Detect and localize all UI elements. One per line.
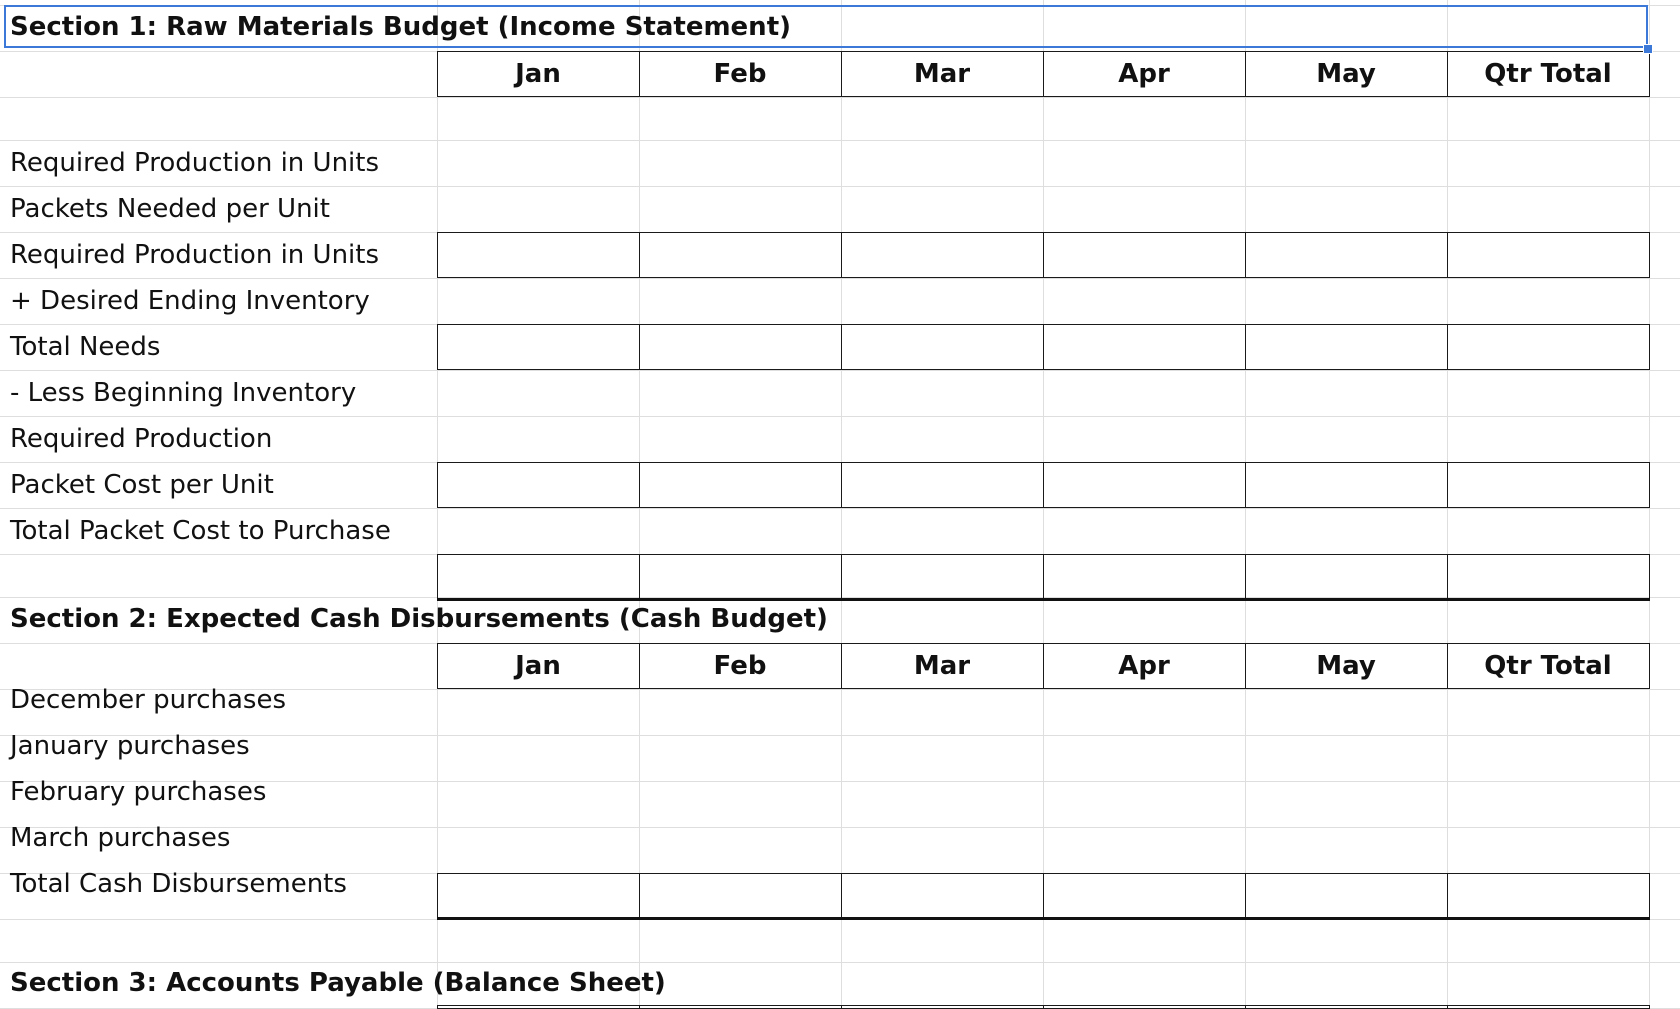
section1-row-cell[interactable] xyxy=(437,232,640,278)
section1-title[interactable]: Section 1: Raw Materials Budget (Income Statement) xyxy=(10,12,792,42)
horizontal-gridline xyxy=(0,186,1680,187)
section3-header-cell[interactable] xyxy=(1245,1005,1448,1009)
column-header-mar[interactable]: Mar xyxy=(913,651,971,681)
section1-row-cell[interactable] xyxy=(1245,232,1448,278)
column-header-may[interactable]: May xyxy=(1316,651,1376,681)
section2-total-cell[interactable] xyxy=(841,873,1044,919)
row-label[interactable]: Required Production in Units xyxy=(10,148,380,178)
column-header-mar[interactable]: Mar xyxy=(913,59,971,89)
section1-row-cell[interactable] xyxy=(1245,554,1448,600)
row-label[interactable]: + Desired Ending Inventory xyxy=(10,286,370,316)
row-label[interactable]: Packets Needed per Unit xyxy=(10,194,330,224)
section1-row-cell[interactable] xyxy=(841,462,1044,508)
row-label[interactable]: Total Needs xyxy=(10,332,161,362)
horizontal-gridline xyxy=(0,370,1680,371)
horizontal-gridline xyxy=(0,827,1680,828)
section1-row-cell[interactable] xyxy=(1245,324,1448,370)
section1-row-cell[interactable] xyxy=(841,324,1044,370)
section1-row-cell[interactable] xyxy=(841,232,1044,278)
row-label[interactable]: Required Production in Units xyxy=(10,240,380,270)
section2-total-cell[interactable] xyxy=(1447,873,1650,919)
horizontal-gridline xyxy=(0,508,1680,509)
section3-title[interactable]: Section 3: Accounts Payable (Balance Sheet) xyxy=(10,968,666,998)
column-header-jan[interactable]: Jan xyxy=(515,651,561,681)
section1-row-cell[interactable] xyxy=(1043,462,1246,508)
column-header-feb[interactable]: Feb xyxy=(713,651,767,681)
section1-row-cell[interactable] xyxy=(1043,324,1246,370)
section1-row-cell[interactable] xyxy=(639,462,842,508)
horizontal-gridline xyxy=(0,416,1680,417)
section1-row-cell[interactable] xyxy=(639,232,842,278)
section1-row-cell[interactable] xyxy=(1447,324,1650,370)
row-label[interactable]: Required Production xyxy=(10,424,273,454)
row-label[interactable]: Packet Cost per Unit xyxy=(10,470,274,500)
section3-header-cell[interactable] xyxy=(1447,1005,1650,1009)
row-label[interactable]: January purchases xyxy=(10,731,250,761)
column-header-jan[interactable]: Jan xyxy=(515,59,561,89)
section1-row-cell[interactable] xyxy=(639,554,842,600)
section2-total-cell[interactable] xyxy=(639,873,842,919)
fill-handle[interactable] xyxy=(1643,44,1653,54)
column-header-apr[interactable]: Apr xyxy=(1118,59,1170,89)
section1-row-cell[interactable] xyxy=(1447,232,1650,278)
row-label[interactable]: March purchases xyxy=(10,823,231,853)
column-header-may[interactable]: May xyxy=(1316,59,1376,89)
row-label[interactable]: December purchases xyxy=(10,685,286,715)
horizontal-gridline xyxy=(0,962,1680,963)
total-underline xyxy=(437,598,1650,601)
horizontal-gridline xyxy=(0,278,1680,279)
section1-row-cell[interactable] xyxy=(1043,232,1246,278)
section2-total-cell[interactable] xyxy=(437,873,640,919)
section1-row-cell[interactable] xyxy=(1447,554,1650,600)
section1-row-cell[interactable] xyxy=(639,324,842,370)
row-label[interactable]: - Less Beginning Inventory xyxy=(10,378,357,408)
section2-total-cell[interactable] xyxy=(1245,873,1448,919)
section1-row-cell[interactable] xyxy=(1043,554,1246,600)
section1-row-cell[interactable] xyxy=(1447,462,1650,508)
section1-row-cell[interactable] xyxy=(841,554,1044,600)
section1-row-cell[interactable] xyxy=(1245,462,1448,508)
column-header-feb[interactable]: Feb xyxy=(713,59,767,89)
column-header-qtr-total[interactable]: Qtr Total xyxy=(1484,59,1612,89)
row-label[interactable]: February purchases xyxy=(10,777,267,807)
horizontal-gridline xyxy=(0,140,1680,141)
section2-title[interactable]: Section 2: Expected Cash Disbursements (Cash Budget) xyxy=(10,604,828,634)
horizontal-gridline xyxy=(0,97,1680,98)
total-underline xyxy=(437,917,1650,920)
column-header-apr[interactable]: Apr xyxy=(1118,651,1170,681)
section1-row-cell[interactable] xyxy=(437,462,640,508)
row-label[interactable]: Total Cash Disbursements xyxy=(10,869,347,899)
section1-row-cell[interactable] xyxy=(437,554,640,600)
row-label[interactable]: Total Packet Cost to Purchase xyxy=(10,516,391,546)
section3-header-cell[interactable] xyxy=(841,1005,1044,1009)
horizontal-gridline xyxy=(0,735,1680,736)
column-header-qtr-total[interactable]: Qtr Total xyxy=(1484,651,1612,681)
section3-header-cell[interactable] xyxy=(639,1005,842,1009)
section2-total-cell[interactable] xyxy=(1043,873,1246,919)
section1-row-cell[interactable] xyxy=(437,324,640,370)
section3-header-cell[interactable] xyxy=(437,1005,640,1009)
section3-header-cell[interactable] xyxy=(1043,1005,1246,1009)
